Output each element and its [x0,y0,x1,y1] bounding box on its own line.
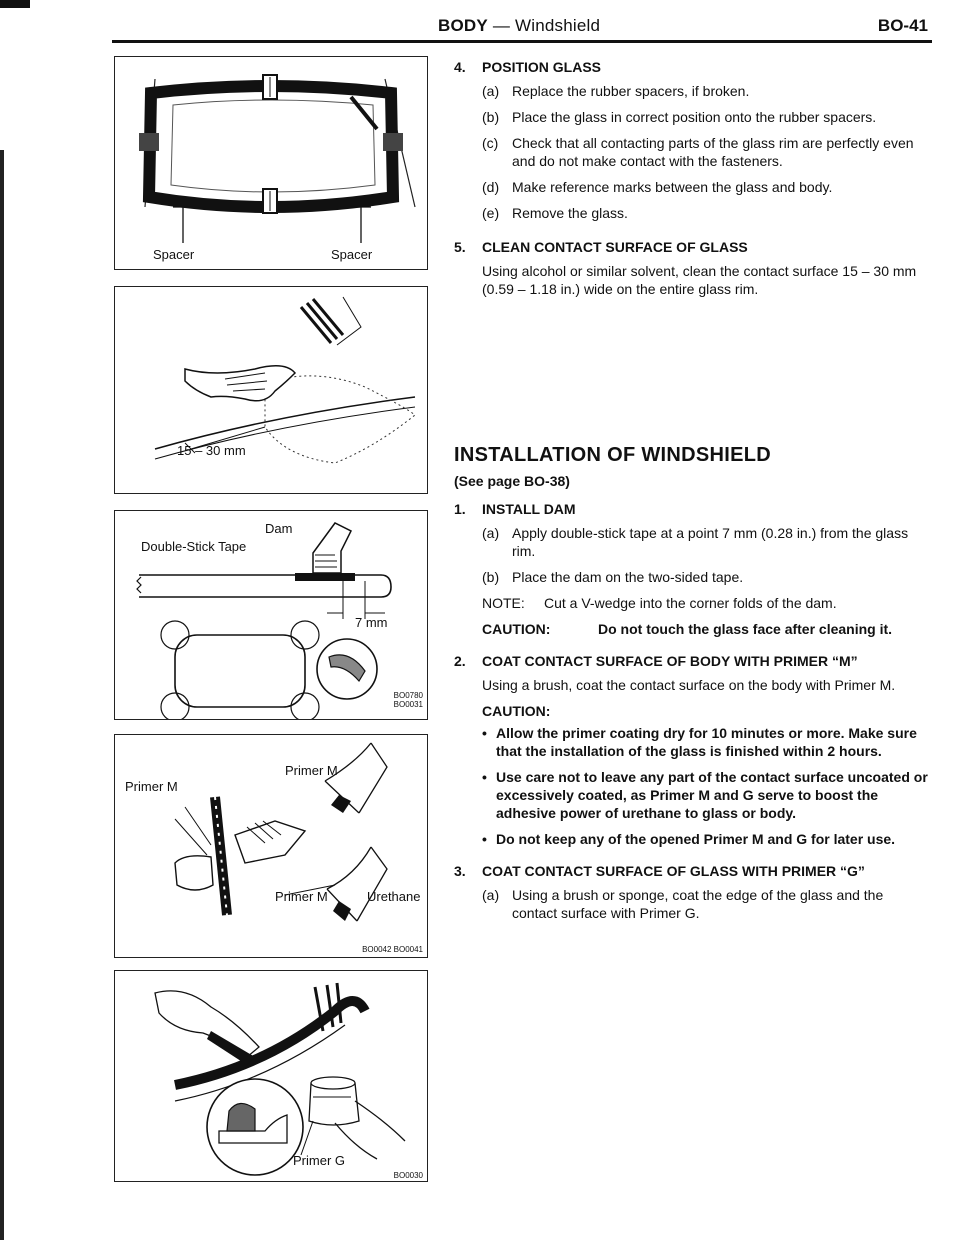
substep: (a) Apply double-stick tape at a point 7 mm (0.28 in.) from the glass rim. [482,525,909,559]
substep: (b) Place the dam on the two-sided tape. [482,569,744,585]
step-coat-glass [454,862,932,922]
primer-g-label: Primer G [293,1153,345,1168]
substep: (a) Using a brush or sponge, coat the edge of the glass and the contact surface with Primer G. [482,887,884,921]
step-heading: 2. COAT CONTACT SURFACE OF BODY WITH PRIMER “M” [454,653,858,669]
primer-m-top-label: Primer M [285,763,338,778]
substep: (c) Check that all contacting parts of the glass rim are perfectly even and do not make contact with the fasteners. [482,135,914,169]
cleaning-illustration [115,287,427,493]
primer-m-left-label: Primer M [125,779,178,794]
step-coat-body [454,652,932,848]
substep: (a) Replace the rubber spacers, if broken. [482,83,750,99]
section-reference: (See page BO-38) [454,473,570,489]
clean-width-label: 15 – 30 mm [177,443,246,458]
figure-clean-glass [114,286,428,494]
substep: (e) Remove the glass. [482,205,628,221]
header-section: BODY [438,16,488,35]
caution-label: CAUTION: [482,703,551,719]
caution: CAUTION: Do not touch the glass face after cleaning it. [482,621,893,637]
distance-label: 7 mm [355,615,388,630]
figure-code-1: BO0780 BO0031 [393,691,423,709]
page-header [112,14,932,44]
figure-primer-m [114,734,428,958]
figure-primer-g [114,970,428,1182]
dam-label: Dam [265,521,293,536]
page-number: BO-41 [877,16,928,35]
step-heading: 3. COAT CONTACT SURFACE OF GLASS WITH PRIMER “G” [454,863,865,879]
step-heading: 5. CLEAN CONTACT SURFACE OF GLASS [454,239,748,255]
caution-bullet: • Do not keep any of the opened Primer M and G for later use. [482,831,896,847]
figure-spacers [114,56,428,270]
urethane-label: Urethane [367,889,421,904]
header-title [438,16,600,36]
spacer-label-left: Spacer [153,247,195,262]
note: NOTE: Cut a V-wedge into the corner folds of the dam. [482,595,837,611]
step-heading: 1. INSTALL DAM [454,501,576,517]
substep: (d) Make reference marks between the glass and body. [482,179,833,195]
step-clean-surface [454,238,932,298]
primer-g-illustration [115,971,427,1181]
figure-code-2: BO0042 BO0041 [362,945,423,954]
spacer-label-right: Spacer [331,247,373,262]
header-rule [112,40,932,43]
step-text: Using a brush, coat the contact surface on the body with Primer M. [482,677,896,693]
step-text: Using alcohol or similar solvent, clean the contact surface 15 – 30 mm (0.59 – 1.18 in.) wide on the entire glass rim. [482,263,917,297]
instructions-column [454,58,932,930]
step-install-dam [454,500,932,638]
substep: (b) Place the glass in correct position onto the rubber spacers. [482,109,877,125]
primer-m-illustration [115,735,427,957]
windshield-spacer-illustration [115,57,427,269]
section-title: INSTALLATION OF WINDSHIELD [454,444,772,466]
tape-label: Double-Stick Tape [141,539,247,554]
figure-code-3: BO0030 [393,1171,423,1180]
caution-bullet: • Allow the primer coating dry for 10 minutes or more. Make sure that the installation of the glass is finished within 2 hours. [482,725,917,759]
binding-edge [0,150,4,1240]
step-heading: 4. POSITION GLASS [454,59,602,75]
corner-mark [0,0,30,8]
step-position-glass [454,58,932,222]
header-subsection: — Windshield [487,16,601,35]
caution-bullet: • Use care not to leave any part of the contact surface uncoated or excessively coated, as Primer M and G serve to boost the adhesive power of urethane to glass or body. [482,769,928,821]
primer-m-bottom-label: Primer M [275,889,328,904]
figure-dam [114,510,428,720]
